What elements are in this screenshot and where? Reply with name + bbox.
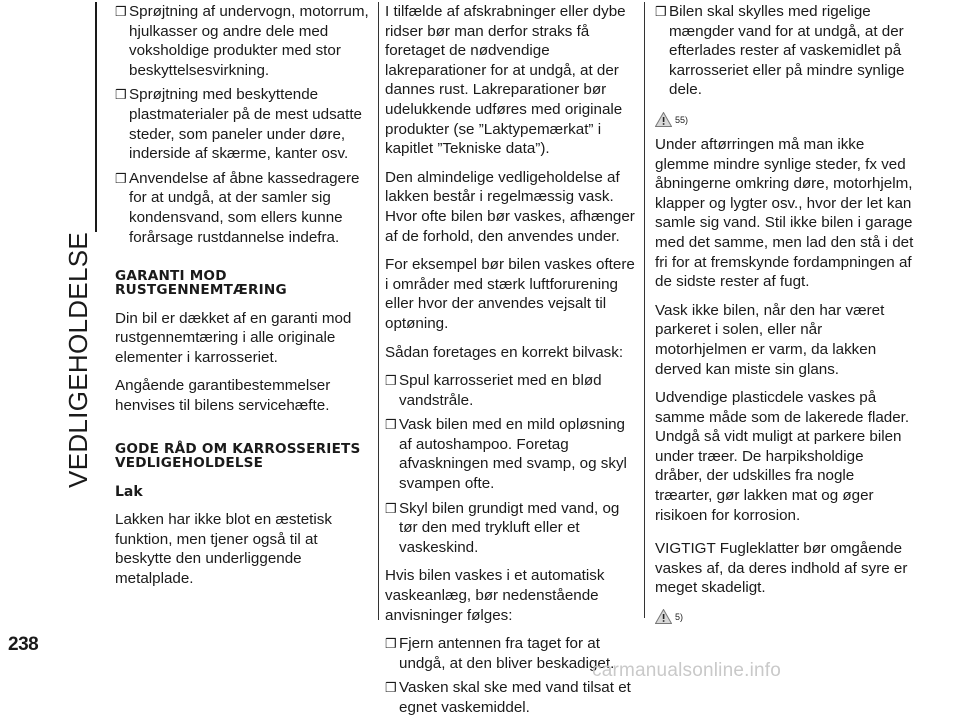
paragraph: Angående garantibestemmelser henvises til bilens servicehæfte.: [115, 377, 331, 414]
paragraph: For eksempel bør bilen vaskes oftere i områder med stærk luftforurening eller hvor der anvendes vejsalt til optøning.: [385, 256, 635, 332]
paragraph: Din bil er dækket af en garanti mod rustgennemtæring i alle originale elementer i karrosseriet.: [115, 309, 352, 366]
list-item-text: Spul karrosseriet med en blød vandstråle.: [399, 372, 602, 409]
side-title-text: VEDLIGEHOLDELSE: [63, 232, 93, 488]
list-item: [385, 499, 640, 558]
checkbox-bullet-icon: ❒: [115, 87, 127, 103]
list-item-text: Vask bilen med en mild opløsning af autoshampoo. Foretag afvaskningen med svamp, og skyl svampen ofte.: [399, 416, 627, 493]
list-item-text: Vasken skal ske med vand tilsat et egnet vaskemiddel.: [399, 679, 631, 716]
list-item-text: Bilen skal skylles med rigelige mængder vand for at undgå, at der efterlades rester af vaskemidlet på karrosseriet eller på mindre synlige dele.: [669, 3, 905, 99]
list-item: [115, 169, 373, 247]
paragraph: VIGTIGT Fugleklatter bør omgående vaskes af, da deres indhold af syre er meget skadeligt.: [655, 540, 908, 597]
paragraph: Udvendige plasticdele vaskes på samme måde som de lakerede flader. Undgå så vidt muligt at parkere bilen under træer. De harpiksholdige dråber, der udskilles fra nogle træarter, gør lakken mat og øger risikoen for korrosion.: [655, 389, 910, 524]
subheading-paint: Lak: [115, 483, 143, 500]
list-item-text: Sprøjtning med beskyttende plastmaterialer på de mest udsatte steder, som paneler under døre, inderside af skærme, kanter osv.: [129, 86, 362, 163]
paragraph: Sådan foretages en korrekt bilvask:: [385, 343, 624, 361]
side-rule: [95, 2, 97, 232]
warning-triangle-icon: [655, 112, 672, 127]
warning-reference: [655, 105, 915, 127]
checkbox-bullet-icon: ❒: [115, 4, 127, 19]
list-item: [385, 415, 640, 493]
column-divider: [378, 2, 379, 620]
checkbox-bullet-icon: ❒: [385, 373, 397, 389]
list-item-text: Skyl bilen grundigt med vand, og tør den med trykluft eller et vaskeskind.: [399, 499, 620, 556]
attention-ref-number: 5): [675, 612, 684, 623]
list-item: [385, 678, 640, 717]
list-item-text: Anvendelse af åbne kassedragere for at undgå, at der samler sig kondensvand, som ellers kunne forårsage rustdannelse indefra.: [129, 169, 360, 246]
list-item: [115, 85, 373, 163]
paragraph: Lakken har ikke blot en æstetisk funktion, men tjener også til at beskytte den underliggende metalplade.: [115, 510, 332, 587]
checkbox-bullet-icon: ❒: [385, 636, 397, 652]
column-2: [385, 2, 640, 723]
list-item: [655, 2, 915, 100]
paragraph: Den almindelige vedligeholdelse af lakken består i regelmæssig vask. Hvor ofte bilen bør vaskes, afhænger af de forhold, den anvendes under.: [385, 168, 635, 245]
page-number: 238: [8, 634, 39, 655]
section-heading-warranty: GARANTI MOD RUSTGENNEMTÆRING: [115, 268, 287, 299]
checkbox-bullet-icon: ❒: [385, 500, 397, 516]
checkbox-bullet-icon: ❒: [385, 680, 397, 696]
warning-ref-number: 55): [675, 114, 689, 125]
section-heading-advice: GODE RÅD OM KARROSSERIETS VEDLIGEHOLDELSE: [115, 440, 361, 471]
attention-triangle-icon: [655, 609, 672, 624]
side-title: [63, 232, 103, 488]
paragraph: Hvis bilen vaskes i et automatisk vaskeanlæg, bør nedenstående anvisninger følges:: [385, 567, 605, 624]
paragraph: Under aftørringen må man ikke glemme mindre synlige steder, fx ved åbningerne omkring døre, motorhjelm, klapper og lygter osv., hvor der let kan samle sig vand. Stil ikke bilen i garage med det samme, men lad den stå i det fri for at fremskynde fordampningen af de sidste rester af fugt.: [655, 135, 914, 291]
checkbox-bullet-icon: ❒: [115, 170, 127, 186]
paragraph: Vask ikke bilen, når den har været parkeret i solen, eller når motorhjelmen er varm, da lakken derved kan miste sin glans.: [655, 301, 885, 378]
column-3: [655, 2, 915, 632]
list-item: [115, 2, 373, 80]
column-divider: [644, 2, 645, 618]
list-item-text: Sprøjtning af undervogn, motorrum, hjulkasser og andre dele med voksholdige produkter med stor beskyttelsesvirkning.: [129, 3, 369, 79]
paragraph: I tilfælde af afskrabninger eller dybe ridser bør man derfor straks få foretaget de nødvendige lakreparationer for at undgå, at der dannes rust. Lakreparationer bør udelukkende udføres med originale produkter (se ”Laktypemærkat” i kapitlet ”Tekniske data”).: [385, 3, 626, 158]
checkbox-bullet-icon: ❒: [385, 417, 397, 433]
column-1: [115, 2, 373, 597]
checkbox-bullet-icon: ❒: [655, 4, 667, 19]
list-item: [385, 371, 640, 410]
attention-reference: [655, 602, 915, 624]
watermark: carmanualsonline.info: [592, 660, 782, 681]
list-item-text: Fjern antennen fra taget for at undgå, at den bliver beskadiget.: [399, 635, 615, 672]
